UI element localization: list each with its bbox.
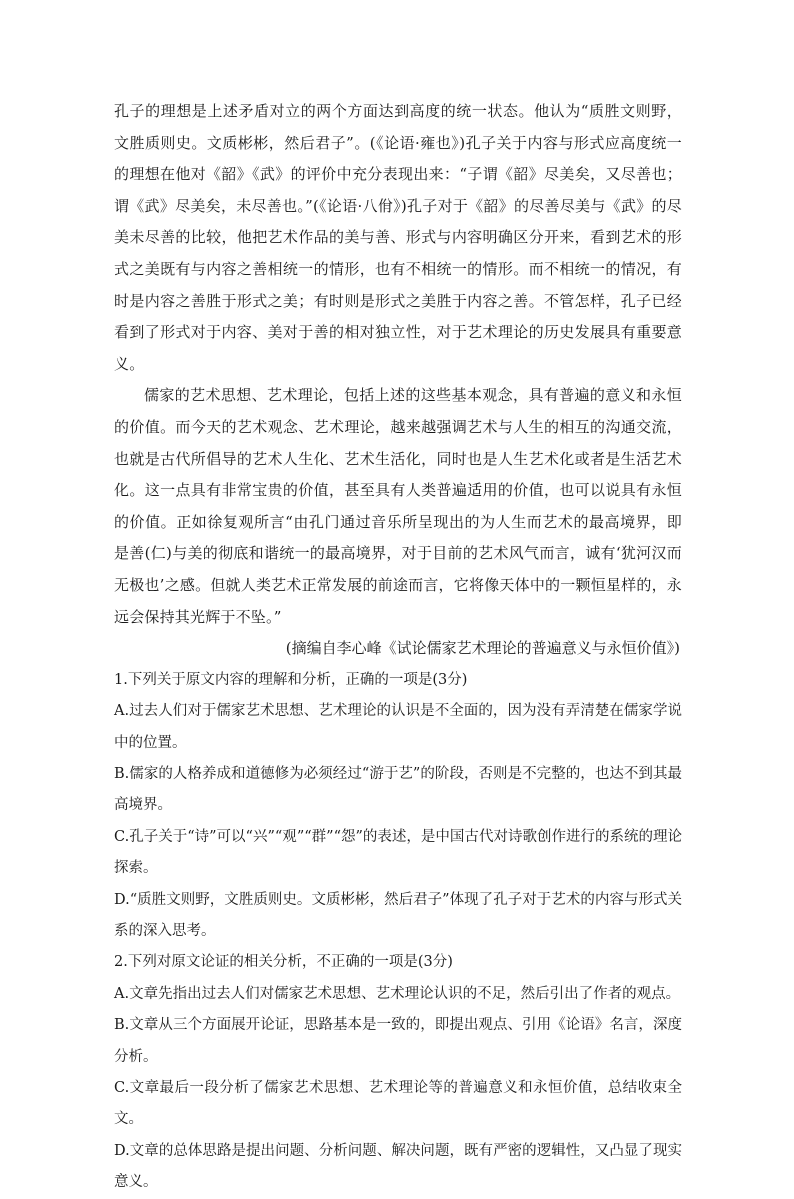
question-1-stem: 1.下列关于原文内容的理解和分析，正确的一项是(3分) <box>114 671 468 688</box>
question-2-stem: 2.下列对原文论证的相关分析，不正确的一项是(3分) <box>114 954 453 971</box>
question-1-option-a: A.过去人们对于儒家艺术思想、艺术理论的认识是不全面的，因为没有弄清楚在儒家学说中的位置。 <box>114 703 682 751</box>
question-2-option-d: D.文章的总体思路是提出问题、分析问题、解决问题，既有严密的逻辑性，又凸显了现实意义。 <box>114 1142 682 1191</box>
question-1-option-c: C.孔子关于“诗”可以“兴”“观”“群”“怨”的表述，是中国古代对诗歌创作进行的系统的理论探索。 <box>114 828 682 877</box>
passage-source: (摘编自李心峰《试论儒家艺术理论的普遍意义与永恒价值》) <box>285 639 680 658</box>
question-2-option-b: B.文章从三个方面展开论证，思路基本是一致的，即提出观点、引用《论语》名言，深度分析。 <box>114 1017 682 1065</box>
passage-paragraph-1: 孔子的理想是上述矛盾对立的两个方面达到高度的统一状态。他认为“质胜文则野，文胜质则史。文质彬彬，然后君子”。(《论语·雍也》)孔子关于内容与形式应高度统一的理想在他对《韶》《武》的评价中充分表现出来：“子谓《韶》尽美矣，又尽善也；谓《武》尽美矣，未尽善也。”(《论语·八佾》)孔子对于《韶》的尽善尽美与《武》的尽美未尽善的比较，他把艺术作品的美与善、形式与内容明确区分开来，看到艺术的形式之美既有与内容之善相统一的情形，也有不相统一的情形。而不相统一的情况，有时是内容之善胜于形式之美；有时则是形式之美胜于内容之善。不管怎样，孔子已经看到了形式对于内容、美对于善的相对独立性，对于艺术理论的历史发展具有重要意义。 <box>114 102 682 373</box>
question-2-option-c: C.文章最后一段分析了儒家艺术思想、艺术理论等的普遍意义和永恒价值，总结收束全文。 <box>114 1079 682 1128</box>
passage-paragraph-2: 儒家的艺术思想、艺术理论，包括上述的这些基本观念，具有普遍的意义和永恒的价值。而今天的艺术观念、艺术理论，越来越强调艺术与人生的相互的沟通交流，也就是古代所倡导的艺术人生化、艺术生活化，同时也是人生艺术化或者是生活艺术化。这一点具有非常宝贵的价值，甚至具有人类普遍适用的价值，也可以说具有永恒的价值。正如徐复观所言“由孔门通过音乐所呈现出的为人生而艺术的最高境界，即是善(仁)与美的彻底和谐统一的最高境界，对于目前的艺术风气而言，诚有‘犹河汉而无极也’之感。但就人类艺术正常发展的前途而言，它将像天体中的一颗恒星样的，永远会保持其光辉于不坠。” <box>114 386 682 626</box>
question-1-option-b: B.儒家的人格养成和道德修为必须经过“游于艺”的阶段，否则是不完整的，也达不到其最高境界。 <box>114 765 682 814</box>
question-2 <box>114 947 682 1198</box>
question-2-option-a: A.文章先指出过去人们对儒家艺术思想、艺术理论认识的不足，然后引出了作者的观点。 <box>114 985 681 1002</box>
question-1 <box>114 665 682 948</box>
document-body <box>114 96 682 1199</box>
question-1-option-d: D.“质胜文则野，文胜质则史。文质彬彬，然后君子”体现了孔子对于艺术的内容与形式关系的深入思考。 <box>114 891 682 939</box>
